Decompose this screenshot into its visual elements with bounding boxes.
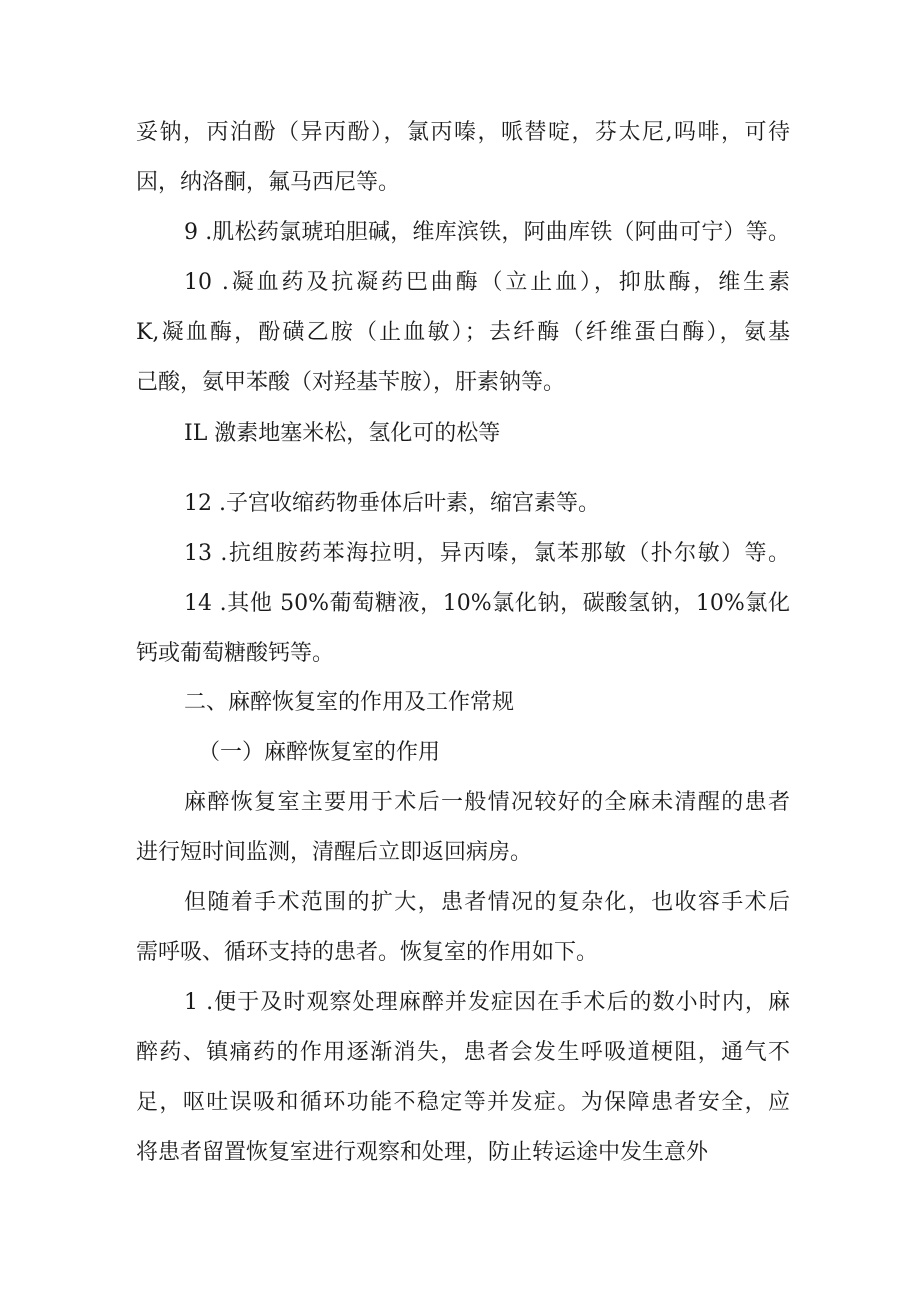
- text-line: 需呼吸、循环支持的患者。恢复室的作用如下。: [136, 940, 599, 965]
- text-line: 足，呕吐误吸和循环功能不稳定等并发症。为保障患者安全，应: [136, 1090, 790, 1115]
- section-heading: 二、麻醉恢复室的作用及工作常规: [184, 690, 515, 715]
- list-item-12: 12 .子宫收缩药物垂体后叶素，缩宫素等。: [184, 491, 600, 516]
- text-line: 但随着手术范围的扩大，患者情况的复杂化，也收容手术后: [184, 890, 790, 915]
- text-line: 麻醉恢复室主要用于术后一般情况较好的全麻未清醒的患者: [184, 790, 790, 815]
- text-line: K,凝血酶，酚磺乙胺（止血敏）；去纤酶（纤维蛋白酶），氨基: [136, 320, 790, 345]
- list-item-11: IL 激素地塞米松，氢化可的松等: [184, 421, 501, 446]
- subsection-heading: （一）麻醉恢复室的作用: [198, 740, 441, 765]
- text-line: 将患者留置恢复室进行观察和处理，防止转运途中发生意外: [136, 1140, 709, 1165]
- text-line: 因，纳洛酮，氟马西尼等。: [136, 170, 401, 195]
- list-item-14: 14 .其他 50%葡萄糖液，10%氯化钠，碳酸氢钠，10%氯化: [184, 591, 790, 616]
- text-line: 进行短时间监测，清醒后立即返回病房。: [136, 840, 533, 865]
- list-item-1: 1 .便于及时观察处理麻醉并发症因在手术后的数小时内，麻: [184, 990, 790, 1015]
- text-line: 妥钠，丙泊酚（异丙酚），氯丙嗪，哌替啶，芬太尼,吗啡，可待: [136, 120, 790, 145]
- list-item-9: 9 .肌松药氯琥珀胆碱，维库滨铁，阿曲库铁（阿曲可宁）等。: [184, 220, 790, 245]
- list-item-10: 10 .凝血药及抗凝药巴曲酶（立止血），抑肽酶，维生素: [184, 270, 790, 295]
- text-line: 钙或葡萄糖酸钙等。: [136, 641, 335, 666]
- list-item-13: 13 .抗组胺药苯海拉明，异丙嗪，氯苯那敏（扑尔敏）等。: [184, 541, 790, 566]
- text-line: 醉药、镇痛药的作用逐渐消失，患者会发生呼吸道梗阻，通气不: [136, 1040, 790, 1065]
- text-line: 己酸，氨甲苯酸（对羟基苄胺），肝素钠等。: [136, 370, 566, 395]
